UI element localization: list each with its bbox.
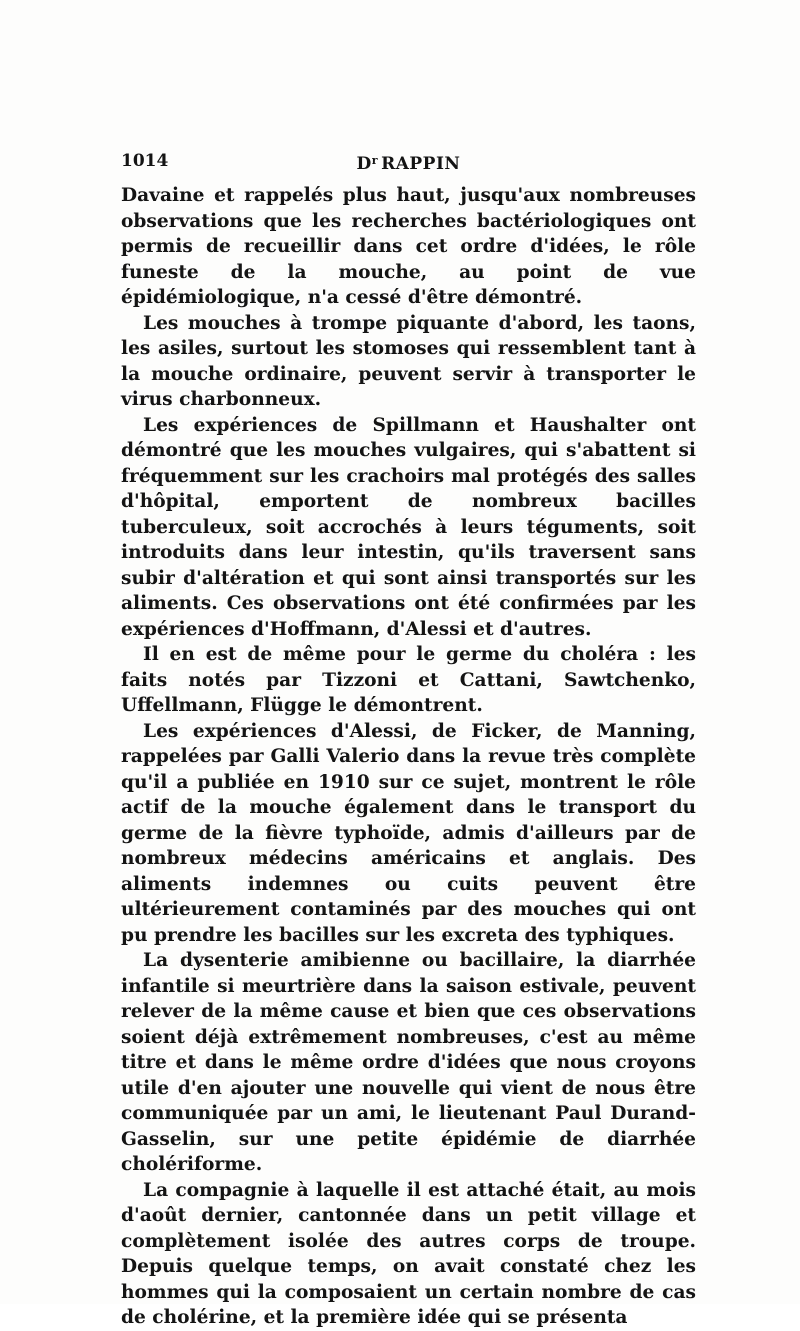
title-prefix: D	[356, 154, 372, 174]
author-name: RAPPIN	[381, 154, 461, 174]
paragraph-3: Les expériences de Spillmann et Haushalter ont démontré que les mouches vulgaires, qui s'abattent si fréquemment sur les crachoirs mal protégés des salles d'hôpital, emportent de nombreux bacilles tuberculeux, soit accrochés à leurs téguments, soit introduits dans leur intestin, qu'ils traversent sans subir d'altération et qui sont ainsi transportés sur les aliments. Ces observations ont été confirmées par les expériences d'Hoffmann, d'Alessi et d'autres.	[121, 414, 696, 640]
paragraph-5: Les expériences d'Alessi, de Ficker, de Manning, rappelées par Galli Valerio dans la revue très complète qu'il a publiée en 1910 sur ce sujet, montrent le rôle actif de la mouche également dans le transport du germe de la fièvre typhoïde, admis d'ailleurs par de nombreux médecins américains et anglais. Des aliments indemnes ou cuits peuvent être ultérieurement contaminés par des mouches qui ont pu prendre les bacilles sur les excreta des typhiques.	[121, 720, 696, 946]
paragraph-7: La compagnie à laquelle il est attaché était, au mois d'août dernier, cantonnée dans un petit village et complètement isolée des autres corps de troupe. Depuis quelque temps, on avait constaté chez les hommes qui la composaient un certain nombre de cas de cholérine, et la première idée qui se présenta	[121, 1179, 696, 1328]
title-superscript: r	[371, 154, 379, 167]
paragraph-4: Il en est de même pour le germe du choléra : les faits notés par Tizzoni et Cattani, Sawtchenko, Uffellmann, Flügge le démontrent.	[121, 644, 696, 716]
paragraph-2: Les mouches à trompe piquante d'abord, les taons, les asiles, surtout les stomoses qui ressemblent tant à la mouche ordinaire, peuvent servir à transporter le virus charbonneux.	[121, 312, 696, 410]
paragraph-1: Davaine et rappelés plus haut, jusqu'aux nombreuses observations que les recherches bactériologiques ont permis de recueillir dans cet ordre d'idées, le rôle funeste de la mouche, au point de vue épidémiologique, n'a cessé d'être démontré.	[121, 185, 696, 308]
running-header	[121, 147, 696, 175]
running-title	[121, 147, 696, 178]
paragraph-6: La dysenterie amibienne ou bacillaire, la diarrhée infantile si meurtrière dans la saison estivale, peuvent relever de la même cause et bien que ces observations soient déjà extrêmement nombreuses, c'est au même titre et dans le même ordre d'idées que nous croyons utile d'en ajouter une nouvelle qui vient de nous être communiquée par un ami, le lieutenant Paul Durand-Gasselin, sur une petite épidémie de diarrhée cholériforme.	[121, 950, 696, 1175]
page-number: 1014	[121, 151, 169, 171]
body-text	[121, 183, 696, 1331]
